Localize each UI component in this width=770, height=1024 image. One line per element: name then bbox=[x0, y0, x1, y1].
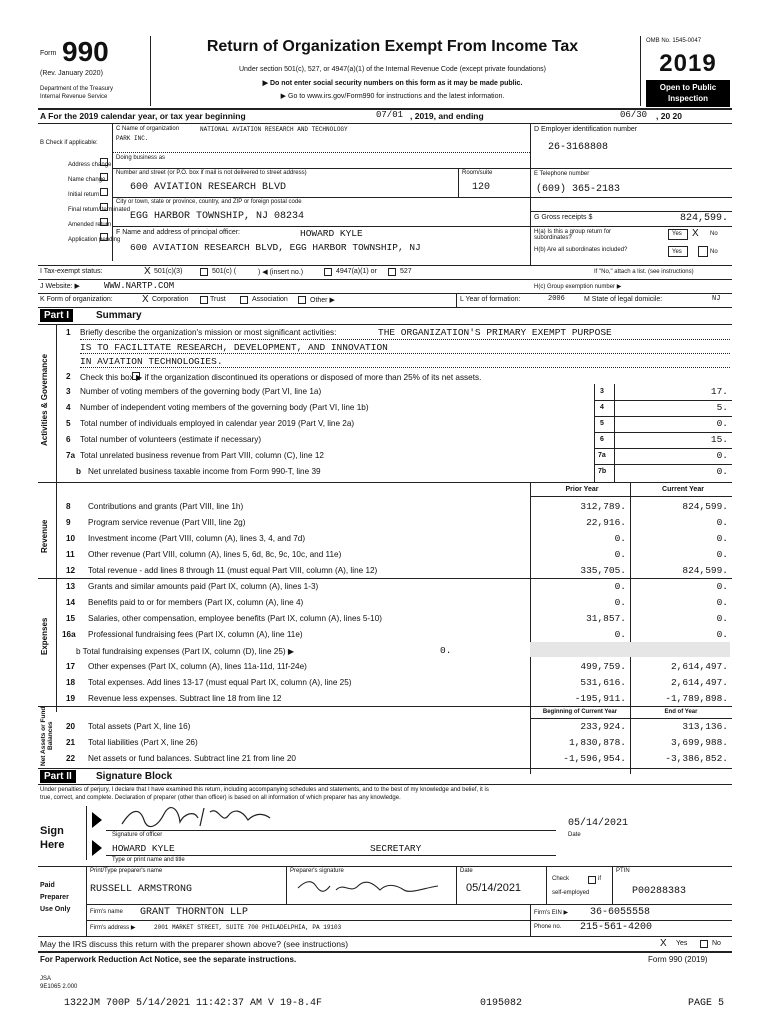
preparer-word: Preparer bbox=[40, 894, 69, 901]
firm-phone: 215-561-4200 bbox=[580, 922, 653, 933]
exp-row-prior: 0. bbox=[614, 597, 626, 608]
exp-row-prior: 0. bbox=[614, 629, 626, 640]
net-row-text: Total assets (Part X, line 16) bbox=[88, 722, 191, 731]
rev-row-current: 0. bbox=[716, 549, 728, 560]
ha-no-mark[interactable]: X bbox=[692, 228, 699, 239]
group-return-question: H(a) Is this a group return for subordinates? bbox=[534, 229, 612, 241]
website-label: J Website: ▶ bbox=[40, 283, 80, 290]
signature-label: Signature of officer bbox=[112, 832, 163, 838]
other-checkbox[interactable] bbox=[298, 296, 306, 304]
exp-row-num: 17 bbox=[66, 662, 76, 671]
rev-row-prior: 22,916. bbox=[586, 517, 626, 528]
527-checkbox[interactable] bbox=[388, 268, 396, 276]
jsa-code: 9E1065 2.000 bbox=[40, 984, 78, 990]
form-reference: Form 990 (2019) bbox=[648, 955, 708, 964]
rev-row-text: Other revenue (Part VIII, column (A), lines 5, 6d, 8c, 9c, 10c, and 11e) bbox=[88, 550, 342, 559]
current-year-header: Current Year bbox=[662, 486, 704, 493]
ptin-value: P00288383 bbox=[632, 886, 687, 897]
gross-receipts-value: 824,599. bbox=[679, 213, 728, 224]
state-domicile-label: M State of legal domicile: bbox=[584, 296, 663, 303]
rev-row-text: Total revenue - add lines 8 through 11 (must equal Part VIII, column (A), line 12) bbox=[88, 566, 378, 575]
gov-row-value: 5. bbox=[716, 402, 728, 413]
discuss-yes-label: Yes bbox=[676, 940, 688, 947]
dba-label: Doing business as bbox=[116, 155, 166, 161]
form-subtitle-2: ▶ Do not enter social security numbers on this form as it may be made public. bbox=[262, 80, 523, 87]
firm-phone-label: Phone no. bbox=[534, 924, 562, 930]
rev-row-num: 11 bbox=[66, 550, 75, 559]
exp-row-current: -1,789,898. bbox=[665, 693, 728, 704]
rev-row-text: Program service revenue (Part VIII, line 2g) bbox=[88, 518, 246, 527]
hb-yes-label: Yes bbox=[672, 249, 682, 255]
part2-title: Signature Block bbox=[96, 771, 173, 782]
net-row-current: 3,699,988. bbox=[670, 737, 728, 748]
omb-number: OMB No. 1545-0047 bbox=[646, 38, 702, 44]
perjury-line2: true, correct, and complete. Declaration of preparer (other than officer) is based on all information of which preparer has any knowledge. bbox=[40, 795, 401, 801]
firm-name-label: Firm's name bbox=[90, 909, 123, 915]
exp-row-text: Salaries, other compensation, employee benefits (Part IX, column (A), lines 5-10) bbox=[88, 614, 382, 623]
exp-row-current: 0. bbox=[716, 581, 728, 592]
org-street: 600 AVIATION RESEARCH BLVD bbox=[130, 182, 287, 193]
exp-row-prior: 0. bbox=[614, 581, 626, 592]
rev-row-current: 824,599. bbox=[682, 565, 728, 576]
exp-row-text: Total expenses. Add lines 13-17 (must equal Part IX, column (A), line 25) bbox=[88, 678, 352, 687]
discuss-question: May the IRS discuss this return with the preparer shown above? (see instructions) bbox=[40, 939, 349, 949]
gov-row-value: 0. bbox=[716, 450, 728, 461]
gov-row-num: 7a bbox=[66, 451, 76, 460]
line1-text: Briefly describe the organization's mission or most significant activities: bbox=[80, 328, 337, 337]
officer-label: F Name and address of principal officer: bbox=[116, 229, 240, 236]
check-option: Name change bbox=[68, 177, 106, 183]
hb-no-label: No bbox=[710, 249, 718, 255]
sign-arrow-icon bbox=[90, 806, 104, 860]
check-label: Check bbox=[552, 876, 570, 882]
part2-label: Part II bbox=[40, 770, 76, 783]
exp-row-num: 14 bbox=[66, 598, 76, 607]
sign-word: Sign bbox=[40, 825, 64, 837]
gov-row-value: 17. bbox=[710, 386, 728, 397]
corporation-mark[interactable]: X bbox=[142, 294, 149, 305]
org-name-line1: NATIONAL AVIATION RESEARCH AND TECHNOLOGY bbox=[200, 126, 348, 133]
signer-title: SECRETARY bbox=[370, 843, 422, 854]
prep-name-label: Print/Type preparer's name bbox=[90, 868, 163, 874]
form-subtitle-1: Under section 501(c), 527, or 4947(a)(1) of the Internal Revenue Code (except private foundations) bbox=[238, 66, 546, 73]
if-label: if bbox=[598, 876, 601, 882]
firm-address: 2001 MARKET STREET, SUITE 700 PHILADELPHIA, PA 19103 bbox=[154, 924, 342, 931]
paid-preparer-label bbox=[40, 880, 70, 916]
preparer-signature bbox=[294, 876, 444, 898]
exp-row-prior: 499,759. bbox=[580, 661, 626, 672]
open-public-text: Open to Public bbox=[659, 83, 717, 92]
gov-row-text: Net unrelated business taxable income from Form 990-T, line 39 bbox=[88, 467, 321, 476]
gross-receipts-label: G Gross receipts $ bbox=[534, 214, 593, 221]
gov-row-num: 4 bbox=[66, 403, 71, 412]
exp-row-text: Other expenses (Part IX, column (A), lines 11a-11d, 11f-24e) bbox=[88, 662, 307, 671]
exp-row-num: 15 bbox=[66, 614, 76, 623]
beg-year-header: Beginning of Current Year bbox=[542, 709, 618, 715]
line2-num: 2 bbox=[66, 372, 71, 381]
end-year-header: End of Year bbox=[664, 709, 698, 715]
officer-address: 600 AVIATION RESEARCH BLVD, EGG HARBOR TOWNSHIP, NJ bbox=[130, 242, 421, 253]
dept-line2: Internal Revenue Service bbox=[40, 94, 108, 100]
gov-row-box: 3 bbox=[600, 388, 604, 395]
trust-checkbox[interactable] bbox=[200, 296, 208, 304]
line2-text: Check this box ▶ if the organization discontinued its operations or disposed of more than 25% of its net assets. bbox=[80, 373, 482, 382]
mission-line2: IS TO FACILITATE RESEARCH, DEVELOPMENT, AND INNOVATION bbox=[80, 342, 388, 353]
tax-year-end-year: , 20 20 bbox=[656, 111, 682, 121]
year-formation-label: L Year of formation: bbox=[460, 296, 521, 303]
org-room: 120 bbox=[472, 182, 491, 193]
year-formation-value: 2006 bbox=[548, 295, 565, 303]
line-a-mid: , 2019, and ending bbox=[410, 111, 484, 121]
firm-name: GRANT THORNTON LLP bbox=[140, 907, 249, 918]
exp-row-prior: -195,911. bbox=[574, 693, 626, 704]
rev-row-num: 8 bbox=[66, 502, 71, 511]
gov-row-text: Total unrelated business revenue from Part VIII, column (C), line 12 bbox=[80, 451, 324, 460]
net-row-current: 313,136. bbox=[682, 721, 728, 732]
exp-row-current: 2,614,497. bbox=[670, 661, 728, 672]
rev-row-text: Contributions and grants (Part VIII, line 1h) bbox=[88, 502, 244, 511]
side-activities-governance: Activities & Governance bbox=[40, 353, 49, 447]
501c3-label: 501(c)(3) bbox=[154, 268, 183, 275]
prior-year-header: Prior Year bbox=[565, 486, 599, 493]
net-row-num: 21 bbox=[66, 738, 76, 747]
association-label: Association bbox=[252, 296, 288, 303]
association-checkbox[interactable] bbox=[240, 296, 248, 304]
other-label: Other ▶ bbox=[310, 297, 335, 304]
line1-num: 1 bbox=[66, 328, 71, 337]
paid-word: Paid bbox=[40, 882, 55, 889]
rev-row-prior: 335,705. bbox=[580, 565, 626, 576]
net-row-num: 22 bbox=[66, 754, 76, 763]
paperwork-notice: For Paperwork Reduction Act Notice, see the separate instructions. bbox=[40, 955, 297, 964]
form-of-org-label: K Form of organization: bbox=[40, 296, 113, 303]
ha-yes-label: Yes bbox=[672, 231, 682, 237]
rev-row-num: 12 bbox=[66, 566, 76, 575]
gov-row-text: Number of voting members of the governing body (Part VI, line 1a) bbox=[80, 387, 322, 396]
firm-ein: 36-6055558 bbox=[590, 907, 651, 918]
rev-row-text: Investment income (Part VIII, column (A), lines 3, 4, and 7d) bbox=[88, 534, 306, 543]
corporation-label: Corporation bbox=[152, 296, 189, 303]
4947-label: 4947(a)(1) or bbox=[336, 268, 377, 275]
exp-row-prior: 531,616. bbox=[580, 677, 626, 688]
website-value[interactable]: WWW.NARTP.COM bbox=[104, 281, 175, 291]
exp-row-num: 13 bbox=[66, 582, 76, 591]
line16b-value: 0. bbox=[440, 645, 452, 656]
open-public-badge bbox=[646, 80, 730, 107]
phone-value: (609) 365-2183 bbox=[536, 184, 621, 195]
jsa-label: JSA bbox=[40, 976, 52, 982]
signer-name: HOWARD KYLE bbox=[112, 843, 175, 854]
gov-row-num: 5 bbox=[66, 419, 71, 428]
check-applicable-label: B Check if applicable: bbox=[40, 140, 98, 146]
side-net-assets: Net Assets or Fund Balances bbox=[40, 706, 54, 766]
net-row-prior: -1,596,954. bbox=[563, 753, 626, 764]
dept-line1: Department of the Treasury bbox=[40, 86, 114, 92]
check-option: Amended return bbox=[68, 222, 112, 228]
line-a-label: A For the 2019 calendar year, or tax year beginning bbox=[40, 111, 246, 121]
gov-row-num: 6 bbox=[66, 435, 71, 444]
prep-date: 05/14/2021 bbox=[466, 882, 522, 894]
attach-list-note: If "No," attach a list. (see instructions) bbox=[594, 269, 694, 275]
rev-row-prior: 312,789. bbox=[580, 501, 626, 512]
here-word: Here bbox=[40, 839, 65, 851]
mission-line1: THE ORGANIZATION'S PRIMARY EXEMPT PURPOSE bbox=[378, 327, 612, 338]
net-row-prior: 233,924. bbox=[580, 721, 626, 732]
527-label: 527 bbox=[400, 268, 412, 275]
gov-row-box: 7a bbox=[598, 452, 606, 459]
officer-name: HOWARD KYLE bbox=[300, 228, 363, 239]
ptin-label: PTIN bbox=[616, 868, 630, 874]
rev-row-current: 824,599. bbox=[682, 501, 728, 512]
check-option: Initial return bbox=[68, 192, 100, 198]
org-name-label: C Name of organization bbox=[116, 126, 180, 132]
print-line: 1322JM 700P 5/14/2021 11:42:37 AM V 19-8.4F bbox=[64, 998, 323, 1009]
form-title: Return of Organization Exempt From Income Tax bbox=[206, 38, 579, 55]
501c-label: 501(c) ( bbox=[212, 268, 237, 275]
discontinued-checkbox[interactable] bbox=[132, 372, 140, 380]
tax-year: 2019 bbox=[659, 50, 717, 77]
prep-sig-label: Preparer's signature bbox=[290, 868, 344, 874]
exp-row-text: Revenue less expenses. Subtract line 18 from line 12 bbox=[88, 694, 282, 703]
sign-here bbox=[40, 824, 64, 852]
gov-row-num: 3 bbox=[66, 387, 71, 396]
mission-line3: IN AVIATION TECHNOLOGIES. bbox=[80, 356, 223, 367]
ein-value: 26-3168808 bbox=[548, 142, 609, 153]
gov-row-text: Total number of volunteers (estimate if necessary) bbox=[80, 435, 262, 444]
net-row-num: 20 bbox=[66, 722, 76, 731]
side-revenue: Revenue bbox=[40, 519, 49, 553]
exp-row-text: Grants and similar amounts paid (Part IX, column (A), lines 1-3) bbox=[88, 582, 319, 591]
rev-row-current: 0. bbox=[716, 533, 728, 544]
gov-row-box: 6 bbox=[600, 436, 604, 443]
rev-row-current: 0. bbox=[716, 517, 728, 528]
self-employed-label: self-employed bbox=[552, 890, 590, 896]
gov-row-text: Number of independent voting members of the governing body (Part VI, line 1b) bbox=[80, 403, 369, 412]
exp-row-prior: 31,857. bbox=[586, 613, 626, 624]
exp-row-text: Benefits paid to or for members (Part IX, column (A), line 4) bbox=[88, 598, 304, 607]
signature-date: 05/14/2021 bbox=[568, 818, 629, 829]
firm-address-label: Firm's address ▶ bbox=[90, 925, 136, 931]
form-prefix: Form bbox=[40, 50, 57, 57]
check-option: Address change bbox=[68, 162, 112, 168]
form-number: 990 bbox=[62, 36, 109, 67]
insert-no-label: ) ◀ (insert no.) bbox=[258, 269, 304, 276]
check-option: Final return/ terminated bbox=[68, 207, 131, 213]
net-row-prior: 1,830,878. bbox=[568, 737, 626, 748]
prep-name: RUSSELL ARMSTRONG bbox=[90, 884, 193, 895]
page-number: PAGE 5 bbox=[688, 998, 725, 1009]
rev-row-num: 10 bbox=[66, 534, 76, 543]
state-domicile-value: NJ bbox=[712, 295, 721, 303]
gov-row-num: b bbox=[76, 467, 82, 476]
perjury-line1: Under penalties of perjury, I declare that I have examined this return, including accompanying schedules and statements, and to the best of my knowledge and belief, it is bbox=[40, 787, 489, 793]
signature-date-label: Date bbox=[568, 832, 581, 838]
discuss-yes-mark[interactable]: X bbox=[660, 938, 667, 949]
self-employed-checkbox[interactable] bbox=[588, 876, 596, 884]
gov-row-text: Total number of individuals employed in calendar year 2019 (Part V, line 2a) bbox=[80, 419, 355, 428]
exp-row-current: 0. bbox=[716, 613, 728, 624]
ha-no-label: No bbox=[710, 231, 718, 237]
exp-row-num: 16a bbox=[62, 630, 76, 639]
discuss-no-label: No bbox=[712, 940, 721, 947]
part1-label: Part I bbox=[40, 309, 73, 322]
rev-date: (Rev. January 2020) bbox=[40, 70, 103, 77]
prep-date-label: Date bbox=[460, 868, 473, 874]
street-label: Number and street (or P.O. box if mail is not delivered to street address) bbox=[116, 170, 307, 176]
print-id: 0195082 bbox=[480, 998, 523, 1009]
501c-checkbox[interactable] bbox=[200, 268, 208, 276]
org-name-line2: PARK INC. bbox=[116, 135, 149, 142]
exp-row-text: Professional fundraising fees (Part IX, column (A), line 11e) bbox=[88, 630, 303, 639]
exp-row-current: 2,614,497. bbox=[670, 677, 728, 688]
exp-row-current: 0. bbox=[716, 629, 728, 640]
tax-year-end: 06/30 bbox=[620, 110, 648, 120]
subordinates-question: H(b) Are all subordinates included? bbox=[534, 247, 628, 253]
exp-row-num: 19 bbox=[66, 694, 76, 703]
net-row-text: Net assets or fund balances. Subtract line 21 from line 20 bbox=[88, 754, 296, 763]
discuss-no-checkbox[interactable] bbox=[700, 940, 708, 948]
phone-label: E Telephone number bbox=[534, 171, 590, 177]
gov-row-value: 0. bbox=[716, 466, 728, 477]
net-row-current: -3,386,852. bbox=[665, 753, 728, 764]
check-option: Application pending bbox=[68, 237, 121, 243]
form-subtitle-3: ▶ Go to www.irs.gov/Form990 for instructions and the latest information. bbox=[280, 93, 505, 100]
gov-row-value: 0. bbox=[716, 418, 728, 429]
org-city: EGG HARBOR TOWNSHIP, NJ 08234 bbox=[130, 211, 305, 222]
501c3-mark[interactable]: X bbox=[144, 266, 151, 277]
gov-row-box: 4 bbox=[600, 404, 604, 411]
firm-ein-label: Firm's EIN ▶ bbox=[534, 910, 569, 916]
4947-checkbox[interactable] bbox=[324, 268, 332, 276]
room-label: Room/suite bbox=[462, 170, 493, 176]
tax-year-begin: 07/01 bbox=[376, 110, 404, 120]
exp-row-current: 0. bbox=[716, 597, 728, 608]
rev-row-prior: 0. bbox=[614, 549, 626, 560]
gov-row-value: 15. bbox=[710, 434, 728, 445]
use-only-word: Use Only bbox=[40, 906, 71, 913]
line16b-text: b Total fundraising expenses (Part IX, column (D), line 25) ▶ bbox=[76, 647, 295, 656]
exp-row-num: 18 bbox=[66, 678, 76, 687]
rev-row-num: 9 bbox=[66, 518, 71, 527]
type-name-label: Type or print name and title bbox=[112, 857, 185, 863]
line16b-shade bbox=[530, 642, 730, 657]
rev-row-prior: 0. bbox=[614, 533, 626, 544]
city-label: City or town, state or province, country, and ZIP or foreign postal code bbox=[116, 199, 302, 205]
gov-row-box: 5 bbox=[600, 420, 604, 427]
gov-row-box: 7b bbox=[598, 468, 607, 475]
tax-exempt-label: I Tax-exempt status: bbox=[40, 268, 103, 275]
inspection-text: Inspection bbox=[667, 94, 708, 103]
officer-signature bbox=[118, 804, 278, 830]
group-exemption-label: H(c) Group exemption number ▶ bbox=[534, 284, 622, 290]
part1-title: Summary bbox=[96, 310, 142, 321]
side-expenses: Expenses bbox=[40, 617, 49, 655]
trust-label: Trust bbox=[210, 296, 226, 303]
net-row-text: Total liabilities (Part X, line 26) bbox=[88, 738, 198, 747]
ein-label: D Employer identification number bbox=[534, 126, 638, 133]
